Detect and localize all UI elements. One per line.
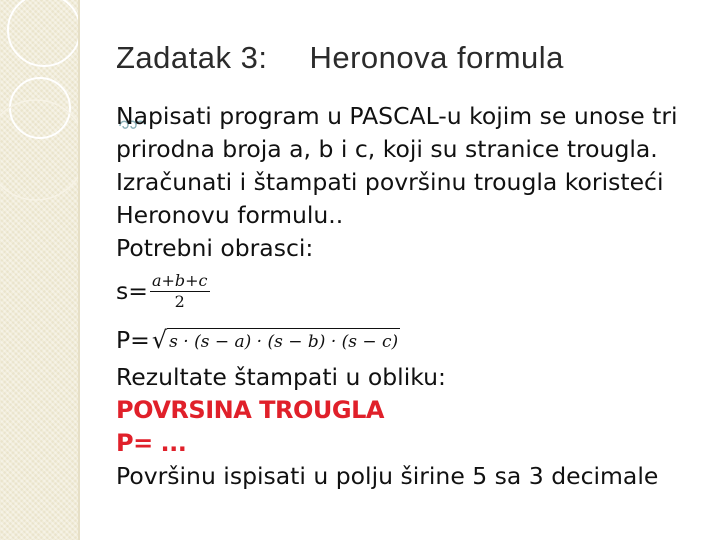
p-radicand: s · (s − a) · (s − b) · (s − c) bbox=[167, 328, 400, 355]
side-decoration-panel bbox=[0, 0, 80, 540]
formula-p bbox=[116, 319, 696, 361]
p-label: P= bbox=[116, 325, 150, 354]
output-line-2: P= ... bbox=[116, 429, 187, 457]
task-paragraph: Napisati program u PASCAL-u kojim se unose tri prirodna broja a, b i c, koji su stranice trougla. Izračunati i štampati površinu trougla koristeći Heronovu formulu.. bbox=[116, 102, 678, 229]
side-divider bbox=[78, 0, 80, 540]
title-part-2: Heronova formula bbox=[309, 40, 564, 75]
slide-content bbox=[116, 100, 696, 493]
s-numerator: a+b+c bbox=[151, 270, 208, 290]
s-denominator: 2 bbox=[174, 291, 185, 311]
s-fraction bbox=[150, 271, 210, 312]
formula-s bbox=[116, 267, 696, 315]
title-part-1: Zadatak 3: bbox=[116, 40, 268, 75]
s-label: s= bbox=[116, 276, 148, 305]
format-note: Površinu ispisati u polju širine 5 sa 3 decimale bbox=[116, 462, 659, 490]
formulas-heading: Potrebni obrasci: bbox=[116, 234, 314, 262]
circle-ornament bbox=[0, 0, 80, 540]
sqrt-symbol: √ bbox=[151, 326, 168, 354]
output-heading: Rezultate štampati u obliku: bbox=[116, 363, 446, 391]
p-square-root bbox=[152, 325, 400, 355]
slide-title bbox=[116, 40, 564, 76]
output-line-1: POVRSINA TROUGLA bbox=[116, 396, 384, 424]
